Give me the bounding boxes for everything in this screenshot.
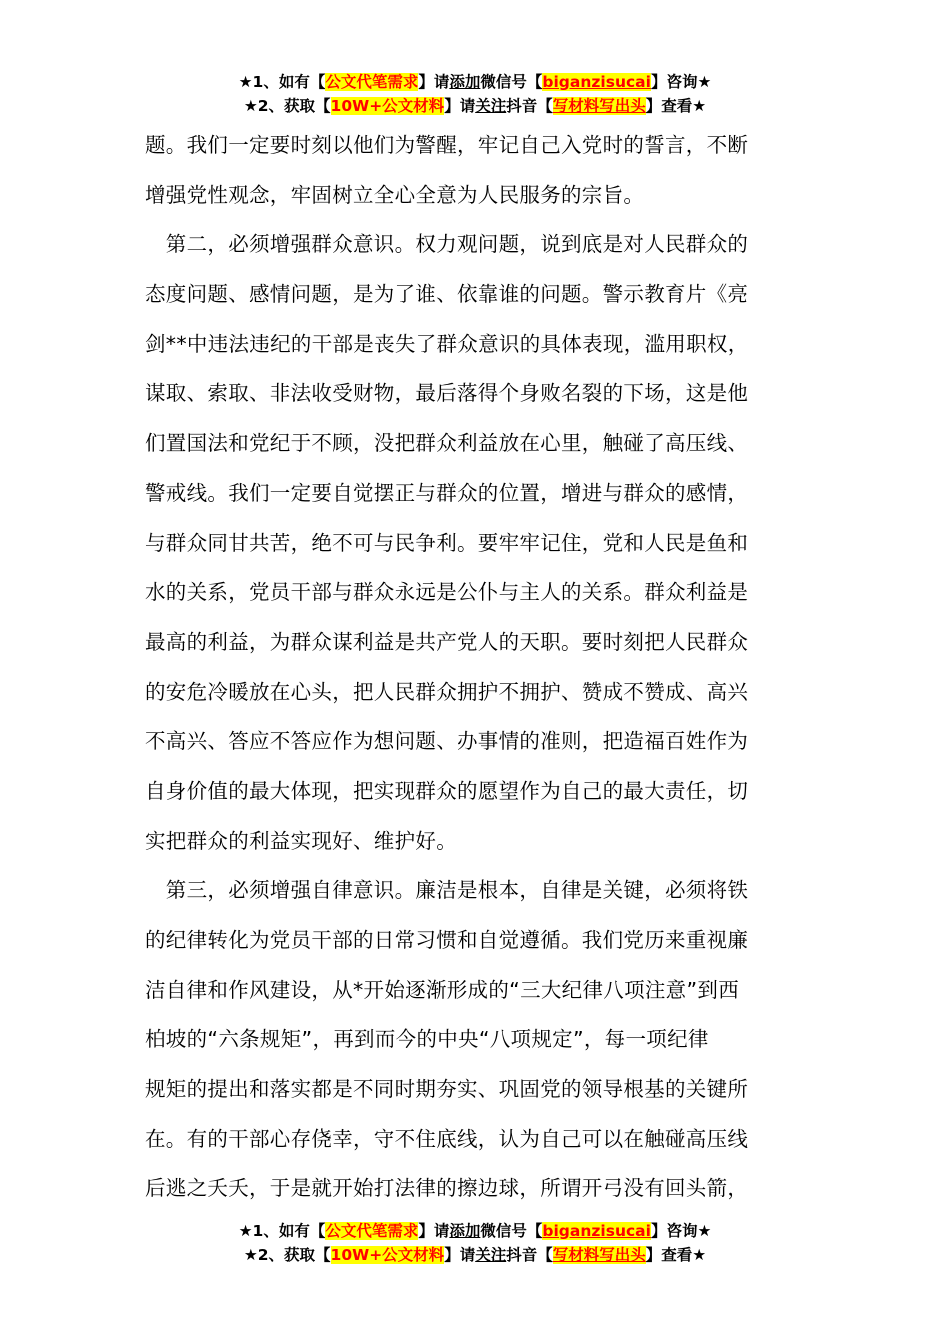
banner-line-2 <box>0 94 950 118</box>
text-line: 水的关系，党员干部与群众永远是公仆与主人的关系。群众利益是 <box>145 580 749 605</box>
text-line: 警戒线。我们一定要自觉摆正与群众的位置，增进与群众的感情， <box>145 480 749 505</box>
banner-line-1 <box>0 1219 950 1243</box>
banner-text: 】咨询★ <box>650 73 712 91</box>
banner-text: 】咨询★ <box>650 1222 712 1240</box>
text-line: 后逃之夭夭，于是就开始打法律的擦边球，所谓开弓没有回头箭， <box>145 1176 749 1201</box>
highlight-text: 10W+公文材料 <box>330 1246 445 1264</box>
banner-text: 关注 <box>475 1246 507 1264</box>
banner-text: 抖音【 <box>506 1246 553 1264</box>
highlight-text: 公文代笔需求 <box>325 73 419 91</box>
banner-text: 关注 <box>475 97 507 115</box>
douyin-name: 写材料写出头 <box>552 1246 646 1264</box>
banner-text: 】请 <box>444 97 476 115</box>
banner-text: 抖音【 <box>506 97 553 115</box>
text-line: 不高兴、答应不答应作为想问题、办事情的准则，把造福百姓作为 <box>145 729 749 754</box>
text-line: 规矩的提出和落实都是不同时期夯实、巩固党的领导根基的关键所 <box>145 1077 749 1102</box>
text-line: 第三，必须增强自律意识。廉洁是根本，自律是关键，必须将铁 <box>145 878 749 903</box>
banner-text: 添加 <box>449 73 481 91</box>
text-line: 最高的利益，为群众谋利益是共产党人的天职。要时刻把人民群众 <box>145 629 749 654</box>
highlight-text: 公文代笔需求 <box>325 1222 419 1240</box>
text-line: 洁自律和作风建设，从*开始逐渐形成的“三大纪律八项注意”到西 <box>145 977 739 1002</box>
banner-text: 】请 <box>444 1246 476 1264</box>
text-line: 在。有的干部心存侥幸，守不住底线，认为自己可以在触碰高压线 <box>145 1126 749 1151</box>
text-line: 题。我们一定要时刻以他们为警醒，牢记自己入党时的誓言，不断 <box>145 133 749 157</box>
body-text <box>145 126 815 1219</box>
banner-text: ★2、获取【 <box>243 1246 331 1264</box>
banner-text: ★1、如有【 <box>238 73 326 91</box>
text-line: 与群众同甘共苦，绝不可与民争利。要牢牢记住，党和人民是鱼和 <box>145 530 749 555</box>
banner-text: 】请 <box>418 1222 450 1240</box>
banner-text: 添加 <box>449 1222 481 1240</box>
text-line: 的纪律转化为党员干部的日常习惯和自觉遵循。我们党历来重视廉 <box>145 928 749 952</box>
douyin-name: 写材料写出头 <box>552 97 646 115</box>
banner-text: ★1、如有【 <box>238 1222 326 1240</box>
banner-text: 】查看★ <box>645 1246 707 1264</box>
text-line: 第二，必须增强群众意识。权力观问题，说到底是对人民群众的 <box>145 232 749 257</box>
text-line: 柏坡的“六条规矩”，再到而今的中央“八项规定”，每一项纪律 <box>145 1027 709 1052</box>
banner-text: 】查看★ <box>645 97 707 115</box>
banner-text: 微信号【 <box>480 1222 543 1240</box>
wechat-id: biganzisucai <box>542 1222 651 1240</box>
text-line: 的安危冷暖放在心头，把人民群众拥护不拥护、赞成不赞成、高兴 <box>145 679 749 704</box>
banner-text: 】请 <box>418 73 450 91</box>
text-line: 们置国法和党纪于不顾，没把群众利益放在心里，触碰了高压线、 <box>145 431 749 456</box>
banner-text: ★2、获取【 <box>243 97 331 115</box>
banner-line-2 <box>0 1243 950 1267</box>
text-line: 增强党性观念，牢固树立全心全意为人民服务的宗旨。 <box>145 182 645 207</box>
text-line: 自身价值的最大体现，把实现群众的愿望作为自己的最大责任，切 <box>145 778 749 803</box>
banner-line-1 <box>0 70 950 94</box>
wechat-id: biganzisucai <box>542 73 651 91</box>
header-banner <box>0 70 950 118</box>
text-line: 实把群众的利益实现好、维护好。 <box>145 828 457 853</box>
highlight-text: 10W+公文材料 <box>330 97 445 115</box>
text-line: 剑**中违法违纪的干部是丧失了群众意识的具体表现，滥用职权， <box>145 331 749 356</box>
banner-text: 微信号【 <box>480 73 543 91</box>
text-line: 谋取、索取、非法收受财物，最后落得个身败名裂的下场，这是他 <box>145 381 749 406</box>
footer-banner <box>0 1219 950 1267</box>
text-line: 态度问题、感情问题，是为了谁、依靠谁的问题。警示教育片《亮 <box>145 282 749 307</box>
